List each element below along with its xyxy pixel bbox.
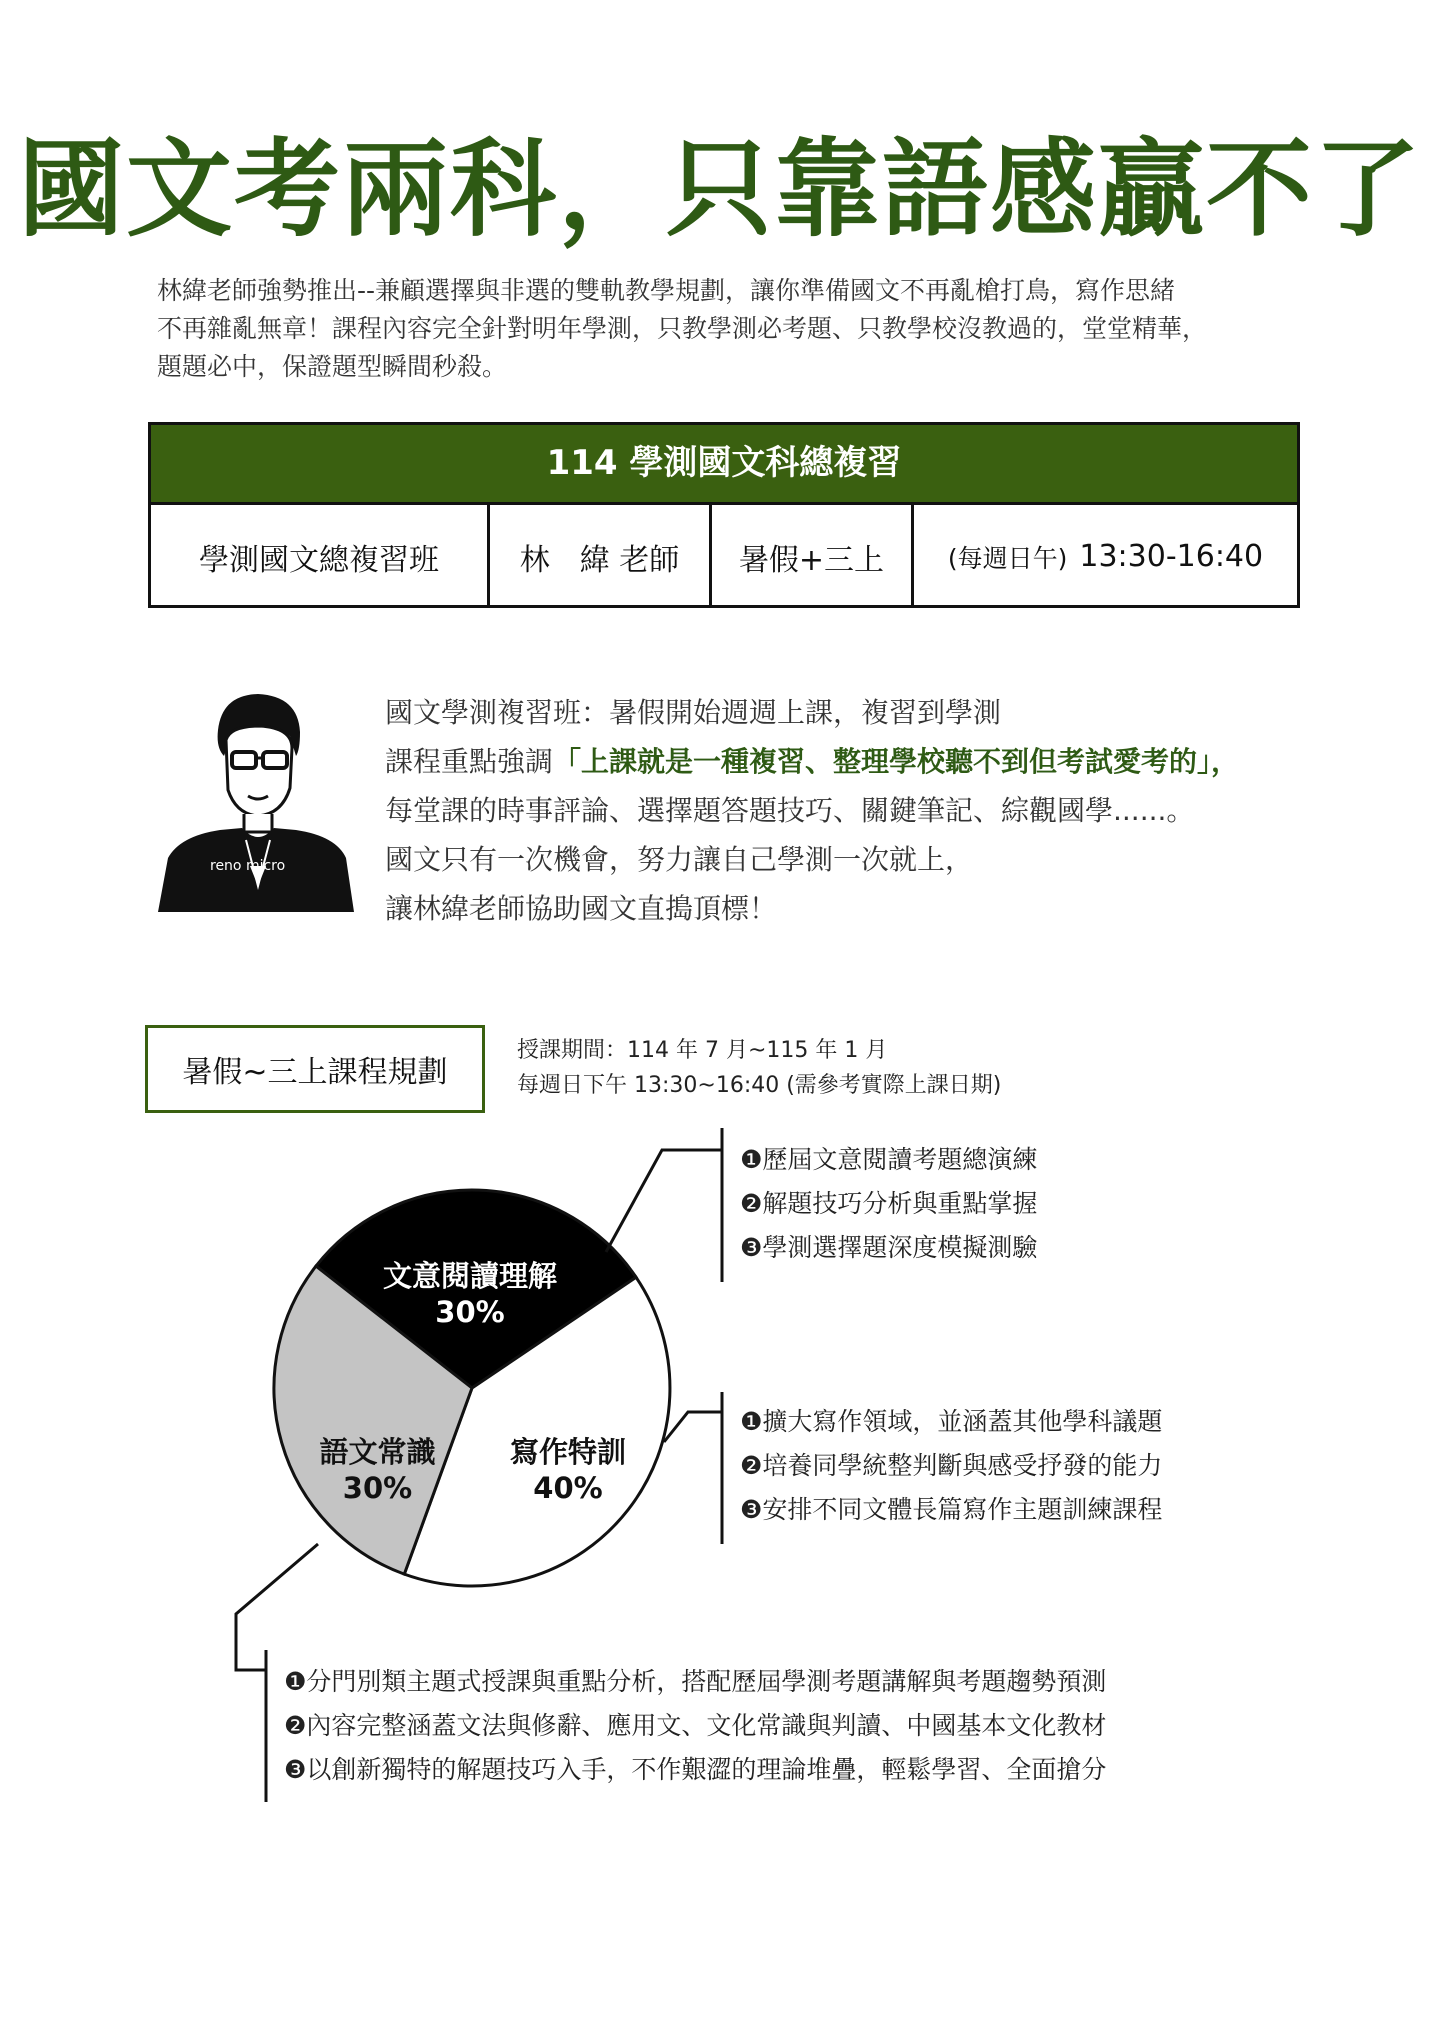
page-title: 國文考兩科，只靠語感贏不了 [18,126,1422,251]
slice-label-reading [360,1258,580,1330]
slice-value: 30% [342,1471,413,1505]
term-cell: 暑假+三上 [712,505,914,608]
period-line: 每週日下午 13:30~16:40 (需參考實際上課日期) [517,1073,1002,1098]
intro-line: 不再雜亂無章！課程內容完全針對明年學測，只教學測必考題、只教學校沒教過的，堂堂精華， [157,314,1208,343]
list-item: ❸安排不同文體長篇寫作主題訓練課程 [740,1495,1163,1524]
desc-line: 讓林緯老師協助國文直搗頂標！ [385,892,778,925]
intro-line: 林緯老師強勢推出--兼顧選擇與非選的雙軌教學規劃，讓你準備國文不再亂槍打鳥，寫作思緒 [157,276,1176,305]
desc-highlight: 「上課就是一種複習、整理學校聽不到但考試愛考的」， [553,745,1240,778]
desc-prefix: 課程重點強調 [385,745,554,778]
writing-leader-line [664,1392,722,1544]
knowledge-points [284,1660,1106,1792]
desc-line: 國文只有一次機會，努力讓自己學測一次就上， [385,843,974,876]
course-table-header: 114 學測國文科總複習 [151,425,1297,505]
slice-name: 語文常識 [319,1435,436,1469]
slice-value: 40% [533,1471,603,1505]
slice-label-knowledge [290,1434,465,1506]
class-name-cell: 學測國文總複習班 [151,505,490,608]
list-item: ❶歷屆文意閱讀考題總演練 [740,1145,1038,1174]
desc-line: 每堂課的時事評論、選擇題答題技巧、關鍵筆記、綜觀國學......。 [385,794,1195,827]
slice-label-writing [468,1434,668,1506]
list-item: ❷解題技巧分析與重點掌握 [740,1189,1038,1218]
plan-title-box: 暑假~三上課程規劃 [145,1025,485,1113]
slice-name: 寫作特訓 [509,1435,626,1469]
list-item: ❸以創新獨特的解題技巧入手，不作艱澀的理論堆疊，輕鬆學習、全面搶分 [284,1755,1107,1784]
slice-value: 30% [435,1295,505,1329]
teacher-cell: 林 緯 老師 [490,505,712,608]
slice-name: 文意閱讀理解 [382,1259,557,1293]
shirt-text: reno micro [210,858,286,874]
time-value: 13:30-16:40 [1079,539,1264,574]
list-item: ❶分門別類主題式授課與重點分析，搭配歷屆學測考題講解與考題趨勢預測 [284,1667,1107,1696]
list-item: ❶擴大寫作領域，並涵蓋其他學科議題 [740,1407,1163,1436]
desc-line: 國文學測複習班：暑假開始週週上課，複習到學測 [385,696,1002,729]
list-item: ❷內容完整涵蓋文法與修辭、應用文、文化常識與判讀、中國基本文化教材 [284,1711,1107,1740]
writing-points [740,1400,1162,1532]
intro-line: 題題必中，保證題型瞬間秒殺。 [157,352,508,381]
time-note: (每週日午) [947,543,1068,573]
reading-points [740,1138,1037,1270]
list-item: ❷培養同學統整判斷與感受抒發的能力 [740,1451,1163,1480]
list-item: ❸學測選擇題深度模擬測驗 [740,1233,1038,1262]
period-line: 授課期間：114 年 7 月~115 年 1 月 [517,1038,888,1063]
